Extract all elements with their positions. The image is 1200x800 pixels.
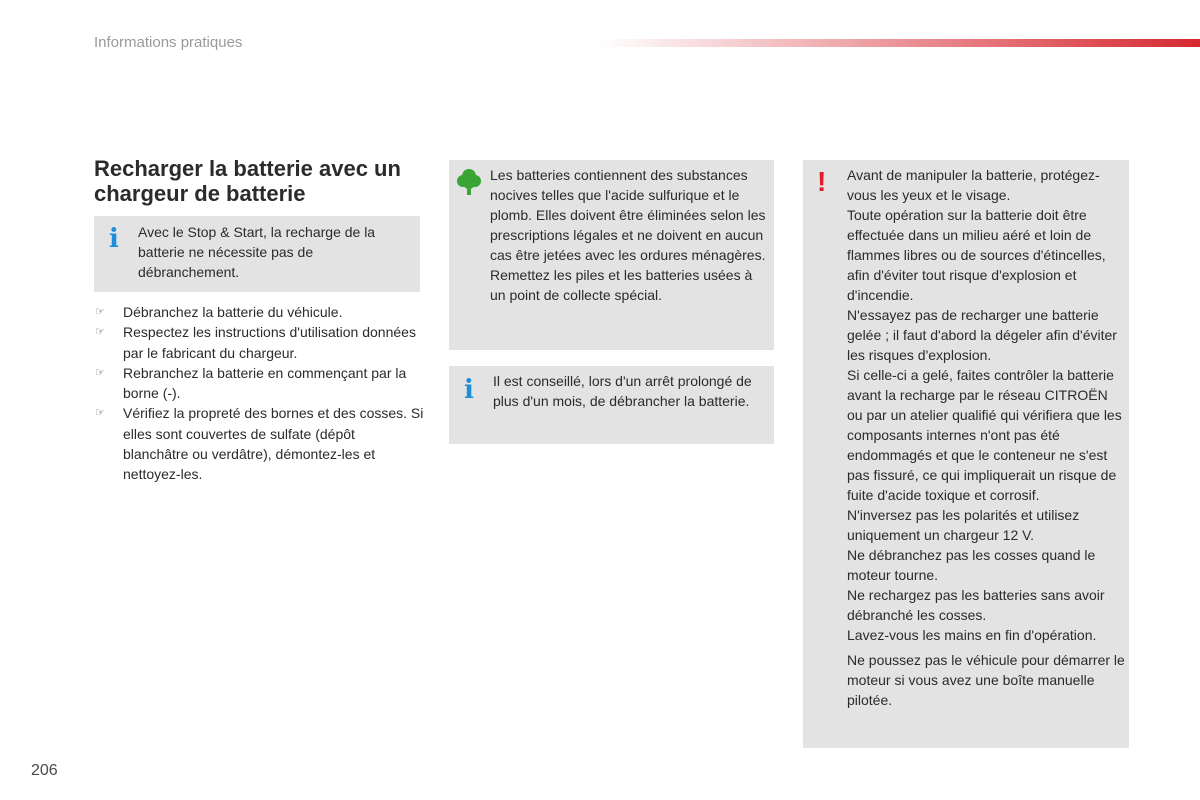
environment-note-text: Les batteries contiennent des substances nocives telles que l'acide sulfurique et le plomb. Elles doivent être éliminées selon les prescriptions légales et ne doivent en aucun cas être jetées avec les ordures ménagères. Remettez les piles et les batteries usées à un point de collecte spécial. <box>490 167 766 303</box>
warning-paragraph: Ne débranchez pas les cosses quand le moteur tourne. <box>847 547 1096 583</box>
info-note-stop-start <box>94 216 420 292</box>
header-accent-bar <box>600 39 1200 47</box>
pointing-hand-icon: ☞ <box>95 326 105 339</box>
page-title: Recharger la batterie avec un chargeur de batterie <box>94 156 401 206</box>
warning-paragraph: Si celle-ci a gelé, faites contrôler la batterie avant la recharge par le réseau CITROËN ou par un atelier qualifié qui vérifiera que les composants internes n'ont pas été endommagés et que le conteneur ne s'est pas fissuré, ce qui impliquerait un risque de fuite d'acide toxique et corrosif. <box>847 367 1122 503</box>
pointing-hand-icon: ☞ <box>95 366 105 379</box>
info-icon: i <box>464 375 474 405</box>
environment-note <box>449 160 774 350</box>
warning-note <box>803 160 1129 748</box>
warning-paragraph: N'essayez pas de recharger une batterie gelée ; il faut d'abord la dégeler afin d'éviter les risques d'explosion. <box>847 307 1117 363</box>
page-number: 206 <box>31 762 58 779</box>
list-item <box>94 363 424 404</box>
info-note-text: Avec le Stop & Start, la recharge de la batterie ne nécessite pas de débranchement. <box>138 224 376 280</box>
list-item-text: Vérifiez la propreté des bornes et des cosses. Si elles sont couvertes de sulfate (dépôt blanchâtre ou verdâtre), démontez-les et nettoyez-les. <box>123 405 424 483</box>
pointing-hand-icon: ☞ <box>95 306 105 318</box>
tree-icon <box>457 168 481 196</box>
pointing-hand-icon: ☞ <box>95 407 105 420</box>
info-note-long-stop <box>449 366 774 444</box>
warning-paragraph: N'inversez pas les polarités et utilisez uniquement un chargeur 12 V. <box>847 507 1080 543</box>
list-item <box>94 322 424 363</box>
list-item-text: Débranchez la batterie du véhicule. <box>123 304 343 320</box>
warning-exclamation-icon: ! <box>817 166 827 197</box>
info-icon: i <box>109 224 119 254</box>
instruction-list <box>94 302 424 485</box>
warning-paragraph: Toute opération sur la batterie doit être effectuée dans un milieu aéré et loin de flammes libres ou de sources d'étincelles, afin d'éviter tout risque d'explosion et d'incendie. <box>847 207 1106 303</box>
list-item <box>94 302 424 322</box>
warning-paragraph: Avant de manipuler la batterie, protégez-vous les yeux et le visage. <box>847 167 1100 203</box>
list-item-text: Rebranchez la batterie en commençant par la borne (-). <box>123 364 407 402</box>
info-note-text: Il est conseillé, lors d'un arrêt prolongé de plus d'un mois, de débrancher la batterie. <box>493 373 752 409</box>
warning-note-text <box>847 165 1127 710</box>
warning-paragraph: Ne poussez pas le véhicule pour démarrer le moteur si vous avez une boîte manuelle pilotée. <box>847 652 1125 708</box>
section-header: Informations pratiques <box>94 34 243 51</box>
warning-paragraph: Lavez-vous les mains en fin d'opération. <box>847 627 1097 643</box>
warning-paragraph: Ne rechargez pas les batteries sans avoir débranché les cosses. <box>847 587 1105 623</box>
list-item <box>94 403 424 484</box>
list-item-text: Respectez les instructions d'utilisation données par le fabricant du chargeur. <box>123 324 416 361</box>
